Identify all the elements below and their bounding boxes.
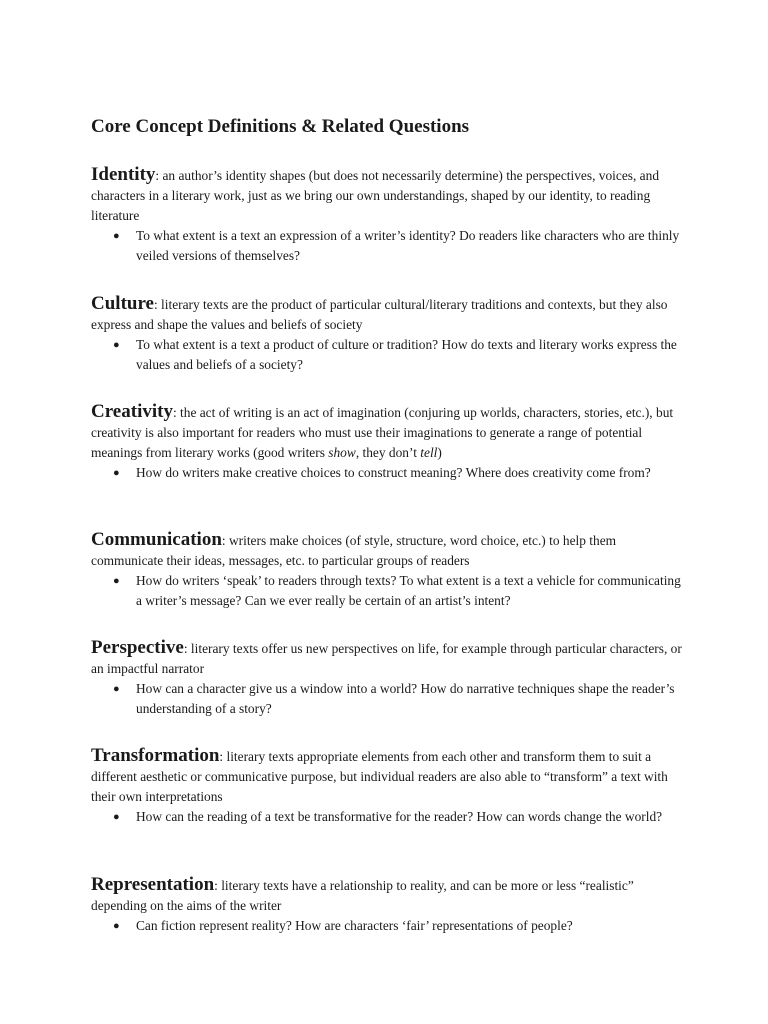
list-item (91, 226, 686, 266)
list-item (91, 571, 686, 611)
bullet-icon: ● (113, 811, 120, 823)
question-list (91, 335, 686, 375)
question-list (91, 807, 686, 827)
bullet-icon: ● (113, 467, 120, 479)
question-list (91, 226, 686, 266)
concept-identity (91, 165, 686, 266)
question-text: How can a character give us a window into a world? How do narrative techniques shape the reader’s understanding of a story? (136, 681, 675, 716)
concept-creativity (91, 402, 686, 483)
bullet-icon: ● (113, 920, 120, 932)
concept-perspective (91, 638, 686, 719)
concept-term: Communication (91, 529, 222, 550)
definition (91, 165, 686, 226)
concept-representation (91, 875, 686, 936)
question-list (91, 463, 686, 483)
question-text: To what extent is a text an expression of a writer’s identity? Do readers like characters who are thinly veiled versions of themselves? (136, 228, 680, 263)
list-item (91, 463, 686, 483)
definition (91, 746, 686, 807)
concept-term: Creativity (91, 401, 173, 422)
concept-term: Transformation (91, 745, 220, 766)
definition-emphasis: show (328, 445, 356, 460)
concept-term: Representation (91, 874, 215, 895)
definition (91, 402, 686, 463)
bullet-icon: ● (113, 683, 120, 695)
definition (91, 530, 686, 571)
list-item (91, 807, 686, 827)
concept-communication (91, 530, 686, 611)
concept-culture (91, 294, 686, 375)
definition-text: : literary texts offer us new perspectives on life, for example through particular characters, or an impactful narrator (91, 641, 682, 676)
definition-text: : writers make choices (of style, structure, word choice, etc.) to help them communicate their ideas, messages, etc. to particular groups of readers (91, 533, 617, 568)
concept-term: Perspective (91, 637, 184, 658)
page-title: Core Concept Definitions & Related Questions (91, 116, 470, 137)
list-item (91, 916, 686, 936)
bullet-icon: ● (113, 339, 120, 351)
question-text: How can the reading of a text be transformative for the reader? How can words change the world? (136, 809, 663, 824)
bullet-icon: ● (113, 230, 120, 242)
definition-text: , they don’t (355, 445, 421, 460)
question-list (91, 571, 686, 611)
question-list (91, 916, 686, 936)
definition-text: ) (437, 445, 442, 460)
concept-transformation (91, 746, 686, 827)
bullet-icon: ● (113, 575, 120, 587)
definition (91, 875, 686, 916)
list-item (91, 679, 686, 719)
question-text: How do writers make creative choices to construct meaning? Where does creativity come from? (136, 465, 651, 480)
definition-text: : literary texts have a relationship to reality, and can be more or less “realistic” depending on the aims of the writer (91, 878, 634, 913)
definition-text: : literary texts are the product of particular cultural/literary traditions and contexts, but they also express and shape the values and beliefs of society (91, 297, 668, 332)
definition-text: : the act of writing is an act of imagination (conjuring up worlds, characters, stories, etc.), but creativity is also important for readers who must use their imaginations to generate a range of potential meanings from literary works (good writers (91, 405, 674, 460)
concept-term: Culture (91, 293, 154, 314)
question-list (91, 679, 686, 719)
definition-text: : an author’s identity shapes (but does not necessarily determine) the perspectives, voices, and characters in a literary work, just as we bring our own understandings, shaped by our identity, to reading literature (91, 168, 660, 223)
definition-emphasis: tell (420, 445, 438, 460)
list-item (91, 335, 686, 375)
question-text: Can fiction represent reality? How are characters ‘fair’ representations of people? (136, 918, 573, 933)
definition (91, 638, 686, 679)
question-text: How do writers ‘speak’ to readers through texts? To what extent is a text a vehicle for communicating a writer’s message? Can we ever really be certain of an artist’s intent? (136, 573, 681, 608)
definition (91, 294, 686, 335)
concept-term: Identity (91, 164, 156, 185)
question-text: To what extent is a text a product of culture or tradition? How do texts and literary works express the values and beliefs of a society? (136, 337, 677, 372)
definition-text: : literary texts appropriate elements from each other and transform them to suit a different aesthetic or communicative purpose, but individual readers are also able to “transform” a text with their own interpretations (91, 749, 668, 804)
